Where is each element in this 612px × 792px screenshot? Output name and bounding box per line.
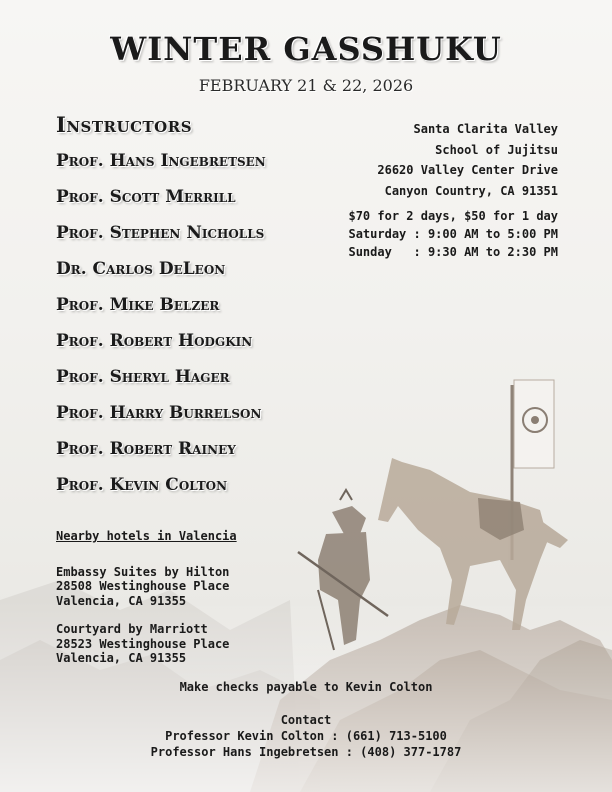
instructor-name: Prof. Sheryl Hager: [56, 367, 230, 387]
hotels-heading: Nearby hotels in Valencia: [56, 529, 237, 543]
hotels-section: [56, 529, 237, 680]
contact-line: Professor Hans Ingebretsen : (408) 377-1787: [150, 745, 462, 759]
instructor-name: Prof. Robert Hodgkin: [56, 331, 253, 351]
venue-line: Canyon Country, CA 91351: [384, 183, 558, 198]
hotel-city: Valencia, CA 91355: [56, 593, 187, 608]
schedule-line: Saturday : 9:00 AM to 5:00 PM: [348, 227, 558, 241]
instructor-name: Prof. Kevin Colton: [56, 475, 228, 495]
pricing-schedule: [348, 207, 558, 261]
event-title: WINTER GASSHUKU: [110, 30, 502, 68]
instructors-heading: Instructors: [56, 112, 193, 137]
instructor-name: Prof. Hans Ingebretsen: [56, 151, 266, 171]
instructor-name: Prof. Scott Merrill: [56, 187, 236, 207]
hotel-entry: [56, 565, 237, 609]
payment-note: Make checks payable to Kevin Colton: [179, 680, 433, 694]
event-date: FEBRUARY 21 & 22, 2026: [198, 76, 414, 95]
venue-line: 26620 Valley Center Drive: [377, 163, 558, 177]
instructor-name: Prof. Mike Belzer: [56, 295, 220, 315]
price-line: $70 for 2 days, $50 for 1 day: [348, 209, 558, 223]
contact-line: Professor Kevin Colton : (661) 713-5100: [165, 729, 447, 743]
hotel-street: 28523 Westinghouse Place: [56, 636, 230, 651]
venue-line: Santa Clarita Valley: [413, 122, 558, 136]
venue-address: [377, 119, 558, 201]
instructor-name: Dr. Carlos DeLeon: [56, 259, 226, 279]
instructor-name: Prof. Harry Burrelson: [56, 403, 262, 423]
instructor-name: Prof. Robert Rainey: [56, 439, 236, 459]
schedule-line: Sunday : 9:30 AM to 2:30 PM: [348, 245, 558, 259]
hotel-name: Courtyard by Marriott: [56, 622, 208, 636]
contact-heading: Contact: [280, 713, 332, 727]
instructor-name: Prof. Stephen Nicholls: [56, 223, 265, 243]
instructor-list: [56, 149, 266, 509]
contact-section: [0, 712, 612, 760]
hotel-city: Valencia, CA 91355: [56, 651, 187, 665]
venue-line: School of Jujitsu: [435, 142, 558, 157]
hotel-entry: [56, 622, 237, 666]
hotel-name: Embassy Suites by Hilton: [56, 564, 230, 579]
hotel-street: 28508 Westinghouse Place: [56, 579, 230, 593]
